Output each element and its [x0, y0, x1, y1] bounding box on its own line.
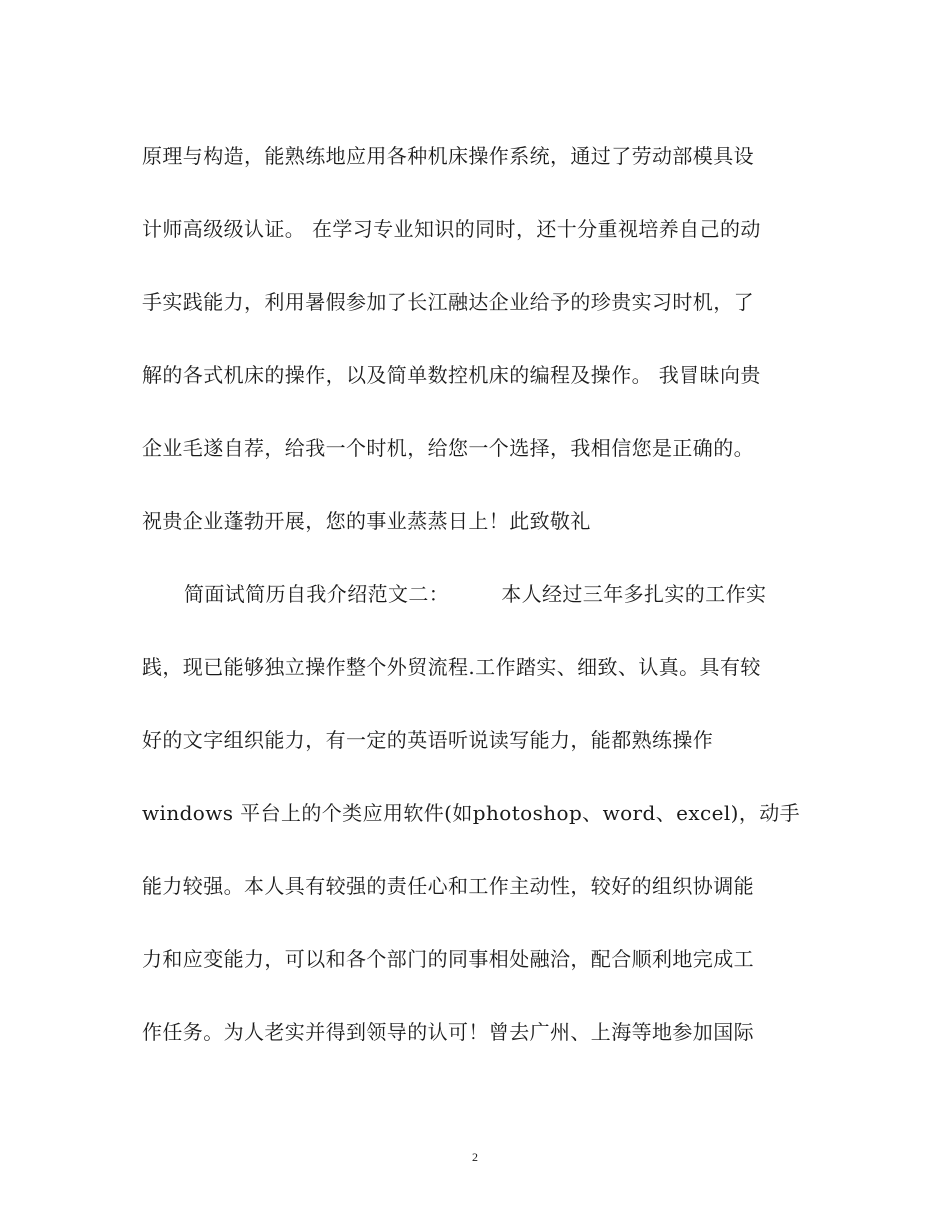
- text-line-6: 祝贵企业蓬勃开展，您的事业蒸蒸日上！此致敬礼: [142, 509, 591, 533]
- text-line-3: 手实践能力，利用暑假参加了长江融达企业给予的珍贵实习时机，了: [142, 290, 754, 314]
- page-number: 2: [472, 1150, 478, 1164]
- section-heading: 简面试简历自我介绍范文二：: [184, 582, 450, 606]
- paragraph-2-opening-text: 本人经过三年多扎实的工作实: [501, 582, 767, 606]
- text-line-11: 能力较强。本人具有较强的责任心和工作主动性，较好的组织协调能: [142, 874, 754, 898]
- paragraph-2-first-line: [184, 580, 864, 608]
- text-line-9: 好的文字组织能力，有一定的英语听说读写能力，能都熟练操作: [142, 728, 714, 752]
- text-line-13: 作任务。为人老实并得到领导的认可！曾去广州、上海等地参加国际: [142, 1020, 754, 1044]
- text-line-2: 计师高级级认证。 在学习专业知识的同时，还十分重视培养自己的动: [142, 217, 761, 241]
- text-line-12: 力和应变能力，可以和各个部门的同事相处融洽，配合顺利地完成工: [142, 947, 754, 971]
- text-line-8: 践，现已能够独立操作整个外贸流程.工作踏实、细致、认真。具有较: [142, 655, 761, 679]
- text-line-5: 企业毛遂自荐，给我一个时机，给您一个选择，我相信您是正确的。: [142, 436, 754, 460]
- text-line-4: 解的各式机床的操作，以及简单数控机床的编程及操作。 我冒昧向贵: [142, 363, 761, 387]
- text-line-1: 原理与构造，能熟练地应用各种机床操作系统，通过了劳动部模具设: [142, 144, 754, 168]
- text-line-10: windows 平台上的个类应用软件(如photoshop、word、excel)，动手: [142, 801, 801, 825]
